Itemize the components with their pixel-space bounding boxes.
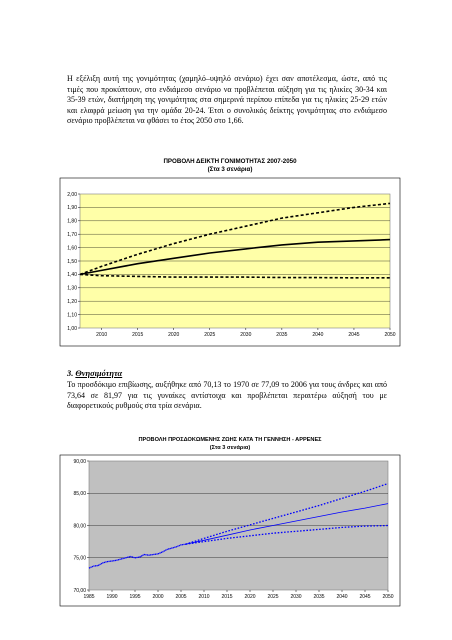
life-expectancy-xtick-label: 2005 bbox=[175, 594, 187, 600]
life-expectancy-xtick-label: 2050 bbox=[382, 594, 394, 600]
fertility-ytick-label: 1,00 bbox=[67, 325, 77, 332]
fertility-chart-title-text: ΠΡΟΒΟΛΗ ΔΕΙΚΤΗ ΓΟΝΙΜΟΤΗΤΑΣ 2007-2050 bbox=[163, 158, 297, 165]
fertility-xtick-label: 2015 bbox=[132, 332, 144, 338]
life-expectancy-xtick-label: 2045 bbox=[359, 594, 371, 600]
fertility-xtick-label: 2020 bbox=[168, 332, 180, 338]
paragraph-fertility: Η εξέλιξη αυτή της γονιμότητας (χαμηλό–υψηλό σενάριο) έχει σαν αποτέλεσμα, ώστε, από τις τιμές που προκύπτουν, στο ενδιάμεσο σενάριο να προβλέπεται αύξηση για τις ηλικίες 30-34 και 35-39 ετών, διατήρηση της γονιμότητας στα σημερινά περίπου επίπεδα για τις ηλικίες 25-29 ετών και ελαφρά μείωση για την ομάδα 20-24. Έτσι ο συνολικός δείκτης γονιμότητας στο ενδιάμεσο σενάριο προβλέπεται να φθάσει το έτος 2050 στο 1,66. bbox=[67, 74, 387, 126]
fertility-ytick-label: 1,30 bbox=[67, 285, 77, 292]
life-expectancy-xtick-label: 2025 bbox=[267, 594, 279, 600]
life-expectancy-ytick-label: 90,00 bbox=[73, 458, 86, 465]
life-expectancy-xtick-label: 1995 bbox=[129, 594, 141, 600]
fertility-ytick-label: 1,70 bbox=[67, 232, 77, 238]
fertility-ytick-label: 1,10 bbox=[67, 312, 77, 319]
fertility-xtick-label: 2050 bbox=[384, 332, 396, 338]
life-expectancy-xtick-label: 2015 bbox=[221, 594, 233, 600]
fertility-ytick-label: 2,00 bbox=[67, 191, 77, 198]
fertility-xtick-label: 2040 bbox=[312, 332, 324, 338]
life-expectancy-chart-title-text: ΠΡΟΒΟΛΗ ΠΡΟΣΔΟΚΩΜΕΝΗΣ ΖΩΗΣ ΚΑΤΑ ΤΗ ΓΕΝΝΗΣΗ - ΑΡΡΕΝΕΣ bbox=[138, 437, 322, 443]
life-expectancy-xtick-label: 2020 bbox=[244, 594, 256, 600]
life-expectancy-xtick-label: 2035 bbox=[313, 594, 325, 600]
fertility-chart-subtitle: (Στα 3 σενάρια) bbox=[207, 166, 253, 173]
life-expectancy-ytick-label: 75,00 bbox=[73, 555, 86, 562]
section-title: Θνησιμότητα bbox=[75, 369, 123, 378]
life-expectancy-ytick-label: 70,00 bbox=[73, 587, 86, 594]
fertility-ytick-label: 1,40 bbox=[67, 272, 77, 279]
fertility-xtick-label: 2035 bbox=[276, 332, 288, 338]
life-expectancy-xtick-label: 2040 bbox=[336, 594, 348, 600]
life-expectancy-ytick-label: 80,00 bbox=[73, 523, 86, 530]
fertility-ytick-label: 1,50 bbox=[67, 258, 77, 265]
paragraph-mortality: Το προσδόκιμο επιβίωσης, αυξήθηκε από 70,13 το 1970 σε 77,09 το 2006 για τους άνδρες και από 73,64 σε 81,97 για τις γυναίκες αντίστοιχα και προβλέπεται περαιτέρω αύξησή του με διαφορετικούς ρυθμούς στα τρία σενάρια. bbox=[67, 380, 387, 411]
fertility-ytick-label: 1,20 bbox=[67, 299, 77, 305]
life-expectancy-ytick-label: 85,00 bbox=[73, 491, 86, 498]
fertility-xtick-label: 2030 bbox=[240, 332, 252, 338]
life-expectancy-chart-subtitle: (Στα 3 σενάρια) bbox=[209, 444, 251, 451]
fertility-ytick-label: 1,90 bbox=[67, 205, 77, 212]
fertility-xtick-label: 2045 bbox=[348, 332, 360, 338]
life-expectancy-xtick-label: 2030 bbox=[290, 594, 302, 600]
section-number: 3. bbox=[67, 369, 74, 378]
life-expectancy-xtick-label: 2000 bbox=[152, 594, 164, 600]
life-expectancy-xtick-label: 1985 bbox=[83, 594, 95, 600]
life-expectancy-xtick-label: 2010 bbox=[198, 594, 210, 600]
fertility-ytick-label: 1,60 bbox=[67, 245, 77, 252]
life-expectancy-xtick-label: 1990 bbox=[106, 594, 118, 600]
fertility-ytick-label: 1,80 bbox=[67, 218, 77, 225]
fertility-xtick-label: 2025 bbox=[204, 332, 216, 338]
fertility-xtick-label: 2010 bbox=[96, 332, 108, 338]
